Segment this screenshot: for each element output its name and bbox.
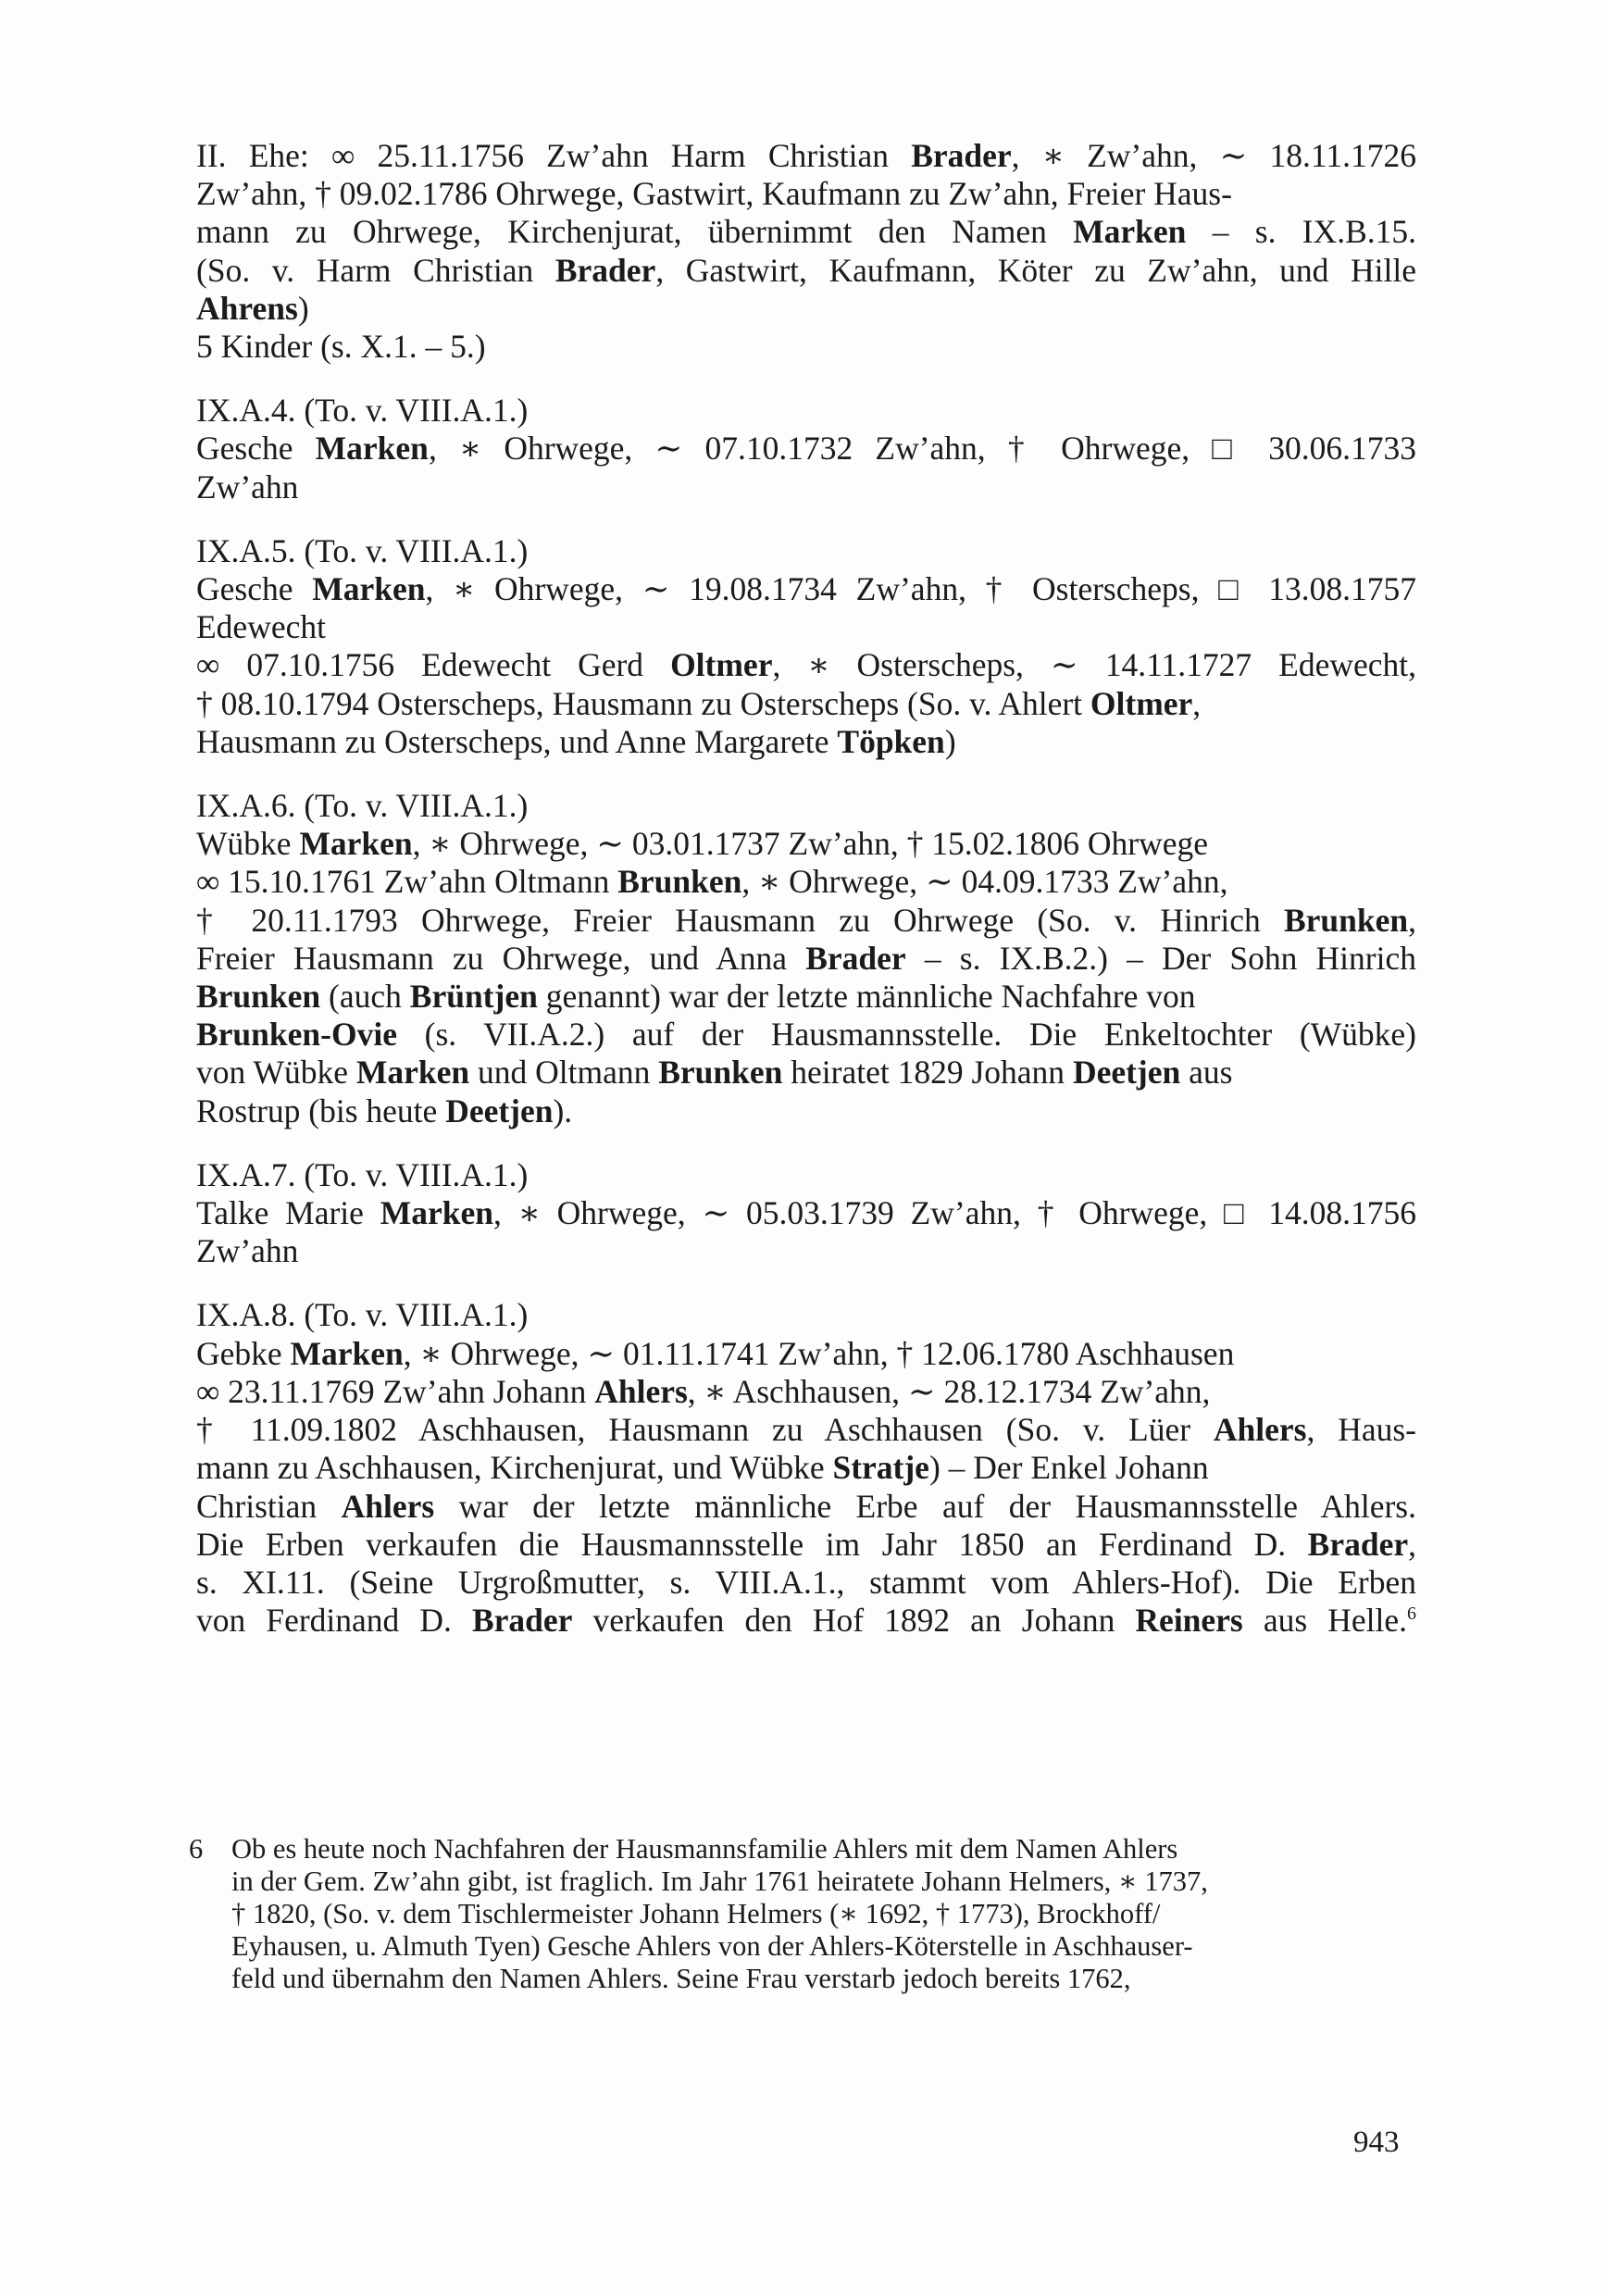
text-line: [196, 646, 1416, 684]
surname: Brunken-Ovie: [196, 1016, 397, 1054]
text-segment: IX.A.6. (To. v. VIII.A.1.): [196, 787, 529, 825]
text-segment: Rostrup (bis heute: [196, 1092, 446, 1129]
text-line: [196, 787, 1416, 825]
surname: Oltmer: [1090, 684, 1193, 722]
text-segment: IX.A.8. (To. v. VIII.A.1.): [196, 1296, 529, 1334]
footnote: [189, 1833, 1416, 1995]
footnote-line: feld und übernahm den Namen Ahlers. Seine Frau verstarb jedoch bereits 1762,: [231, 1963, 1131, 1994]
text-segment: von Wübke: [196, 1054, 356, 1092]
text-segment: (So. v. Harm Christian: [196, 251, 555, 289]
surname: Brader: [554, 251, 656, 289]
text-segment: ): [297, 289, 309, 327]
text-segment: aus Helle.: [1242, 1602, 1407, 1640]
text-segment: ∞ 15.10.1761 Zw’ahn Oltmann: [196, 863, 618, 901]
text-segment: , ∗ Aschhausen, ∼ 28.12.1734 Zw’ahn,: [687, 1372, 1211, 1410]
text-line: [196, 825, 1416, 863]
text-line: [196, 570, 1416, 608]
text-line: [196, 1016, 1416, 1054]
surname: Deetjen: [445, 1092, 554, 1129]
text-segment: ) – Der Enkel Johann: [928, 1449, 1209, 1487]
text-line: [196, 532, 1416, 570]
entry-ix-a-6: [196, 787, 1416, 1130]
text-segment: , Haus-: [1306, 1411, 1416, 1449]
text-segment: aus: [1180, 1054, 1233, 1092]
text-segment: Wübke: [196, 825, 300, 863]
entry-ix-a-5: [196, 532, 1416, 761]
text-line: [196, 902, 1416, 940]
text-segment: II. Ehe: ∞ 25.11.1756 Zw’ahn Harm Christian: [196, 137, 912, 174]
text-segment: IX.A.4. (To. v. VIII.A.1.): [196, 392, 529, 430]
text-line: [196, 1296, 1416, 1334]
text-segment: s. XI.11. (Seine Urgroßmutter, s. VIII.A.1., stammt vom Ahlers-Hof). Die Erben: [196, 1563, 1416, 1601]
text-segment: Freier Hausmann zu Ohrwege, und Anna: [196, 939, 806, 977]
footnote-line: in der Gem. Zw’ahn gibt, ist fraglich. Im Jahr 1761 heiratete Johann Helmers, ∗ 1737,: [231, 1866, 1208, 1897]
text-segment: (s. VII.A.2.) auf der Hausmannsstelle. Die Enkeltochter (Wübke): [396, 1016, 1416, 1054]
text-segment: † 08.10.1794 Osterscheps, Hausmann zu Osterscheps (So. v. Ahlert: [196, 684, 1090, 722]
text-line: [196, 1092, 1416, 1130]
entry-ix-a-4: [196, 392, 1416, 506]
text-segment: mann zu Ohrwege, Kirchenjurat, übernimmt den Namen: [196, 213, 1074, 251]
surname: Marken: [312, 570, 426, 608]
surname: Ahlers: [341, 1487, 435, 1525]
text-segment: ∞ 07.10.1756 Edewecht Gerd: [196, 646, 671, 684]
text-line: [196, 1488, 1416, 1526]
text-segment: ,: [1408, 1525, 1416, 1563]
text-line: [196, 468, 1416, 506]
surname: Brüntjen: [409, 978, 538, 1016]
genealogy-entries: [196, 137, 1416, 1666]
surname: Deetjen: [1072, 1054, 1181, 1092]
footnote-line: Ob es heute noch Nachfahren der Hausmannsfamilie Ahlers mit dem Namen Ahlers: [231, 1833, 1178, 1865]
text-segment: Gesche: [196, 570, 313, 608]
text-segment: Gesche: [196, 430, 316, 468]
surname: Ahlers: [594, 1372, 688, 1410]
text-line: [196, 608, 1416, 646]
entry-ix-a-8: [196, 1296, 1416, 1640]
surname: Marken: [380, 1194, 494, 1232]
text-segment: und Oltmann: [469, 1054, 659, 1092]
text-segment: verkaufen den Hof 1892 an Johann: [572, 1602, 1136, 1640]
surname: Reiners: [1135, 1602, 1243, 1640]
text-line: [196, 328, 1416, 366]
surname: Brunken: [1283, 901, 1409, 939]
text-segment: war der letzte männliche Erbe auf der Hausmannsstelle Ahlers.: [434, 1487, 1416, 1525]
surname: Marken: [1073, 213, 1187, 251]
text-segment: ,: [1192, 684, 1202, 722]
footnote-marker[interactable]: 6: [1407, 1603, 1416, 1625]
surname: Brader: [471, 1602, 573, 1640]
text-segment: , Gastwirt, Kaufmann, Köter zu Zw’ahn, und Hille: [655, 251, 1416, 289]
text-line: [196, 1526, 1416, 1564]
text-segment: IX.A.5. (To. v. VIII.A.1.): [196, 531, 529, 569]
text-segment: , ∗ Ohrwege, ∼ 04.09.1733 Zw’ahn,: [741, 863, 1228, 901]
text-line: [196, 1232, 1416, 1270]
text-segment: 5 Kinder (s. X.1. – 5.): [196, 328, 486, 366]
text-line: [196, 685, 1416, 723]
text-line: [196, 1602, 1416, 1640]
text-line: [196, 392, 1416, 430]
text-line: [196, 1054, 1416, 1092]
text-line: [196, 940, 1416, 978]
text-segment: IX.A.7. (To. v. VIII.A.1.): [196, 1155, 529, 1193]
text-line: [196, 1373, 1416, 1411]
footnote-text: [231, 1833, 1416, 1995]
text-segment: , ∗ Ohrwege, ∼ 05.03.1739 Zw’ahn, † Ohrwege, □ 14.08.1756: [493, 1194, 1416, 1232]
surname: Ahlers: [1213, 1411, 1307, 1449]
text-segment: Hausmann zu Osterscheps, und Anne Margarete: [196, 722, 838, 760]
text-line: [196, 1194, 1416, 1232]
text-segment: , ∗ Ohrwege, ∼ 01.11.1741 Zw’ahn, † 12.06.1780 Aschhausen: [403, 1334, 1235, 1372]
footnote-number: 6: [189, 1833, 204, 1865]
text-line: [196, 1156, 1416, 1194]
text-line: [196, 1411, 1416, 1449]
entry-spouse-ii: [196, 137, 1416, 366]
text-line: [196, 1564, 1416, 1602]
page-number: 943: [1353, 2126, 1400, 2159]
entry-ix-a-7: [196, 1156, 1416, 1271]
text-segment: (auch: [320, 978, 410, 1016]
surname: Brunken: [196, 978, 321, 1016]
text-segment: Gebke: [196, 1334, 291, 1372]
text-line: [196, 252, 1416, 290]
text-segment: von Ferdinand D.: [196, 1602, 472, 1640]
text-line: [196, 723, 1416, 761]
surname: Marken: [315, 430, 429, 468]
surname: Marken: [299, 825, 413, 863]
text-line: [196, 175, 1416, 213]
text-line: [196, 213, 1416, 251]
surname: Stratje: [832, 1449, 929, 1487]
surname: Brader: [805, 939, 906, 977]
text-segment: Talke Marie: [196, 1194, 380, 1232]
surname: Marken: [355, 1054, 470, 1092]
surname: Töpken: [837, 722, 945, 760]
text-segment: heiratet 1829 Johann: [782, 1054, 1073, 1092]
surname: Oltmer: [670, 646, 773, 684]
text-segment: Zw’ahn, † 09.02.1786 Ohrwege, Gastwirt, Kaufmann zu Zw’ahn, Freier Haus-: [196, 175, 1232, 213]
text-segment: ,: [1408, 901, 1416, 939]
text-segment: Christian: [196, 1487, 342, 1525]
footnote-line: Eyhausen, u. Almuth Tyen) Gesche Ahlers von der Ahlers-Köterstelle in Aschhauser-: [231, 1930, 1193, 1962]
surname: Brader: [911, 137, 1012, 174]
text-segment: – s. IX.B.2.) – Der Sohn Hinrich: [905, 939, 1416, 977]
text-segment: , ∗ Ohrwege, ∼ 19.08.1734 Zw’ahn, † Osterscheps, □ 13.08.1757: [425, 570, 1416, 608]
text-segment: , ∗ Zw’ahn, ∼ 18.11.1726: [1011, 137, 1416, 174]
surname: Brader: [1307, 1525, 1409, 1563]
text-segment: ∞ 23.11.1769 Zw’ahn Johann: [196, 1372, 595, 1410]
text-segment: ).: [553, 1092, 573, 1129]
text-line: [196, 978, 1416, 1016]
surname: Brunken: [658, 1054, 783, 1092]
text-line: [196, 137, 1416, 175]
text-segment: – s. IX.B.15.: [1186, 213, 1416, 251]
text-line: [196, 290, 1416, 328]
footnote-line: † 1820, (So. v. dem Tischlermeister Johann Helmers (∗ 1692, † 1773), Brockhoff/: [231, 1898, 1161, 1929]
text-segment: Zw’ahn: [196, 468, 299, 505]
text-segment: † 11.09.1802 Aschhausen, Hausmann zu Aschhausen (So. v. Lüer: [196, 1411, 1214, 1449]
text-line: [196, 863, 1416, 901]
text-segment: , ∗ Ohrwege, ∼ 03.01.1737 Zw’ahn, † 15.02.1806 Ohrwege: [412, 825, 1209, 863]
text-line: [196, 1449, 1416, 1487]
text-line: [196, 430, 1416, 468]
surname: Brunken: [617, 863, 742, 901]
text-segment: Edewecht: [196, 608, 326, 646]
text-segment: , ∗ Ohrwege, ∼ 07.10.1732 Zw’ahn, † Ohrwege, □ 30.06.1733: [428, 430, 1416, 468]
text-segment: Die Erben verkaufen die Hausmannsstelle im Jahr 1850 an Ferdinand D.: [196, 1525, 1308, 1563]
text-segment: † 20.11.1793 Ohrwege, Freier Hausmann zu Ohrwege (So. v. Hinrich: [196, 901, 1284, 939]
text-segment: Zw’ahn: [196, 1232, 299, 1270]
text-segment: mann zu Aschhausen, Kirchenjurat, und Wübke: [196, 1449, 833, 1487]
text-line: [196, 1335, 1416, 1373]
text-segment: , ∗ Osterscheps, ∼ 14.11.1727 Edewecht,: [772, 646, 1416, 684]
text-segment: genannt) war der letzte männliche Nachfahre von: [537, 978, 1196, 1016]
surname: Marken: [290, 1334, 404, 1372]
text-segment: ): [944, 722, 956, 760]
surname: Ahrens: [196, 289, 298, 327]
